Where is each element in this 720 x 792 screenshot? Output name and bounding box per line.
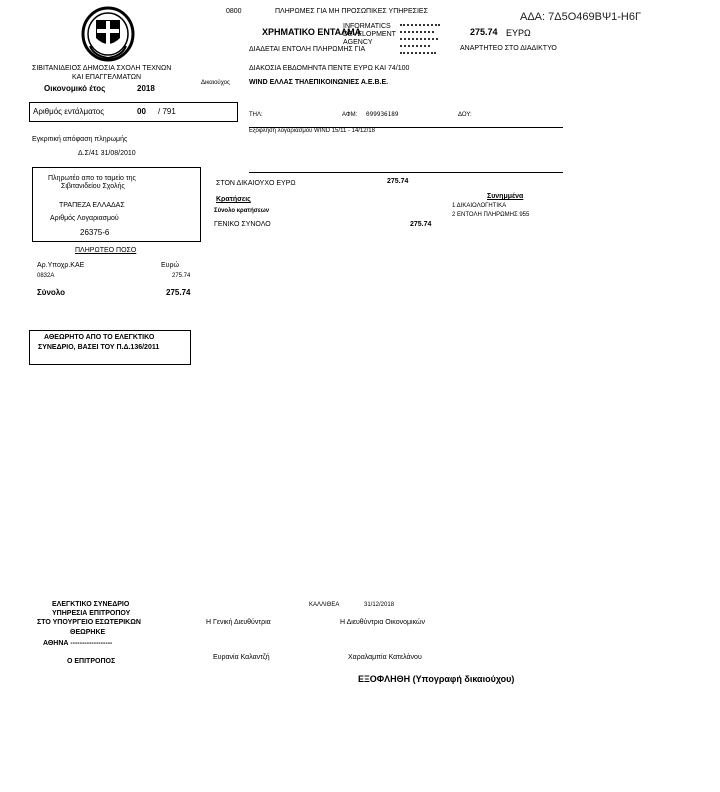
exemption-note-box xyxy=(29,330,191,365)
finance-director-name: Χαραλαμπία Κατελάνου xyxy=(348,654,422,661)
payment-type: ΠΛΗΡΩΜΕΣ ΓΙΑ ΜΗ ΠΡΟΣΩΠΙΚΕΣ ΥΠΗΡΕΣΙΕΣ xyxy=(275,8,428,15)
exemption-note-line-1: ΑΘΕΩΡΗΤΟ ΑΠΟ ΤΟ ΕΛΕΓΚΤΙΚΟ xyxy=(44,334,155,341)
afm-value: 099936189 xyxy=(366,111,399,118)
header-amount: 275.74 xyxy=(470,27,498,37)
to-beneficiary-label: ΣΤΟΝ ΔΙΚΑΙΟΥΧΟ ΕΥΡΩ xyxy=(216,180,296,187)
overlay-stamp xyxy=(400,22,440,56)
divider xyxy=(249,172,563,173)
grand-total-label: ΓΕΝΙΚΟ ΣΥΝΟΛΟ xyxy=(214,221,271,228)
deductions-heading: Κρατήσεις xyxy=(216,196,251,203)
exemption-note-line-2: ΣΥΝΕΔΡΙΟ, ΒΑΣΕΙ ΤΟΥ Π.Δ.136/2011 xyxy=(38,344,160,351)
kae-column-header: Αρ.Υποχρ.ΚΑΕ xyxy=(37,262,85,269)
attachment-2: 2 ΕΝΤΟΛΗ ΠΛΗΡΩΜΗΣ 955 xyxy=(452,212,530,218)
athens-line: ΑΘΗΝΑ ------------------ xyxy=(43,640,113,647)
approval-label: Εγκριτική απόφαση πληρωμής xyxy=(32,136,128,143)
warrant-number-label: Αριθμός εντάλματος xyxy=(33,107,105,116)
warrant-title: ΧΡΗΜΑΤΙΚΟ ΕΝΤΑΛΜΑ xyxy=(262,27,362,37)
place: ΚΑΛΛΙΘΕΑ xyxy=(309,602,340,608)
deductions-total-label: Σύνολο κρατήσεων xyxy=(214,208,270,214)
bank-name: ΤΡΑΠΕΖΑ ΕΛΛΑΔΑΣ xyxy=(59,202,125,209)
attachments-heading: Συνημμένα xyxy=(487,193,524,200)
kae-amount: 275.74 xyxy=(172,273,191,279)
approval-value: Δ.Σ/41 31/08/2010 xyxy=(78,150,136,157)
audit-line-4: ΘΕΩΡΗΚΕ xyxy=(70,629,106,636)
school-name-line-1: ΣΙΒΙΤΑΝΙΔΕΙΟΣ ΔΗΜΟΣΙΑ ΣΧΟΛΗ ΤΕΧΝΩΝ xyxy=(32,65,172,72)
paid-total: 275.74 xyxy=(166,288,191,297)
attachment-1: 1 ΔΙΚΑΙΟΛΟΓΗΤΙΚΑ xyxy=(452,203,507,209)
payment-source-line-2: Σιβιτανιδείου Σχολής xyxy=(61,183,125,190)
paid-total-label: Σύνολο xyxy=(37,288,66,297)
grand-total: 275.74 xyxy=(410,221,432,228)
payment-instruction: ΔΙΑΔΕΤΑΙ ΕΝΤΟΛΗ ΠΛΗΡΩΜΗΣ ΓΙΑ xyxy=(249,46,366,53)
payment-source-line-1: Πληρωτέο απο το ταμείο της xyxy=(48,175,136,182)
fiscal-year: 2018 xyxy=(137,84,155,93)
ada-code: ΑΔΑ: 7Δ5Ο469ΒΨ1-Η6Γ xyxy=(520,11,642,23)
publication-note: ΑΝΑΡΤΗΤΕΟ ΣΤΟ ΔΙΑΔΙΚΤΥΟ xyxy=(460,45,557,52)
general-director-name: Ευρανία Καλαντζή xyxy=(213,654,270,661)
overlay-line-1: INFORMATICS xyxy=(343,23,391,30)
fiscal-year-label: Οικονομικό έτος xyxy=(44,84,106,93)
beneficiary-label: Δικαιούχος xyxy=(201,80,230,86)
payment-source-box xyxy=(32,167,201,242)
warrant-number-box xyxy=(29,102,238,122)
header-currency: ΕΥΡΩ xyxy=(506,28,531,38)
coat-of-arms-icon xyxy=(80,6,136,62)
to-beneficiary-amount: 275.74 xyxy=(387,178,409,185)
overlay-line-3: AGENCY xyxy=(343,39,373,46)
warrant-number: 00 xyxy=(137,107,146,116)
settlement-signature: ΕΞΟΦΛΗΘΗ (Υπογραφή δικαιούχου) xyxy=(358,674,515,684)
school-name-line-2: ΚΑΙ ΕΠΑΓΓΕΛΜΑΤΩΝ xyxy=(72,74,142,81)
account-label: Αριθμός Λογαριασμού xyxy=(50,215,119,222)
kae-code: 0832Α xyxy=(37,273,55,279)
account-number: 26375-6 xyxy=(80,228,110,237)
doy-label: ΔΟΥ: xyxy=(458,112,472,118)
date: 31/12/2018 xyxy=(364,602,395,608)
finance-director-title: Η Διευθύντρια Οικονομικών xyxy=(340,619,425,626)
general-director-title: Η Γενική Διευθύντρια xyxy=(206,619,271,626)
paid-amount-heading: ΠΛΗΡΩΤΕΟ ΠΟΣΟ xyxy=(75,247,137,254)
phone-label: ΤΗΛ: xyxy=(249,112,263,118)
beneficiary-name: WIND ΕΛΛΑΣ ΤΗΛΕΠΙΚΟΙΝΩΝΙΕΣ Α.Ε.Β.Ε. xyxy=(249,79,389,86)
warrant-sequence: / 791 xyxy=(158,107,176,116)
audit-line-1: ΕΛΕΓΚΤΙΚΟ ΣΥΝΕΔΡΙΟ xyxy=(52,601,130,608)
euro-column-header: Ευρώ xyxy=(161,262,179,269)
overlay-line-2: DEVELOPMENT xyxy=(343,31,396,38)
payment-description: Εξόφληση λογαριασμού WIND 15/11 - 14/12/18 xyxy=(249,128,375,134)
audit-line-2: ΥΠΗΡΕΣΙΑ ΕΠΙΤΡΟΠΟΥ xyxy=(52,610,131,617)
afm-label: ΑΦΜ: xyxy=(342,112,358,118)
payment-code: 0800 xyxy=(226,8,242,15)
amount-in-words: ΔΙΑΚΟΣΙΑ ΕΒΔΟΜΗΝΤΑ ΠΕΝΤΕ ΕΥΡΩ ΚΑΙ 74/100 xyxy=(249,65,410,72)
audit-line-3: ΣΤΟ ΥΠΟΥΡΓΕΙΟ ΕΣΩΤΕΡΙΚΩΝ xyxy=(37,619,141,626)
commissioner: Ο ΕΠΙΤΡΟΠΟΣ xyxy=(67,658,116,665)
